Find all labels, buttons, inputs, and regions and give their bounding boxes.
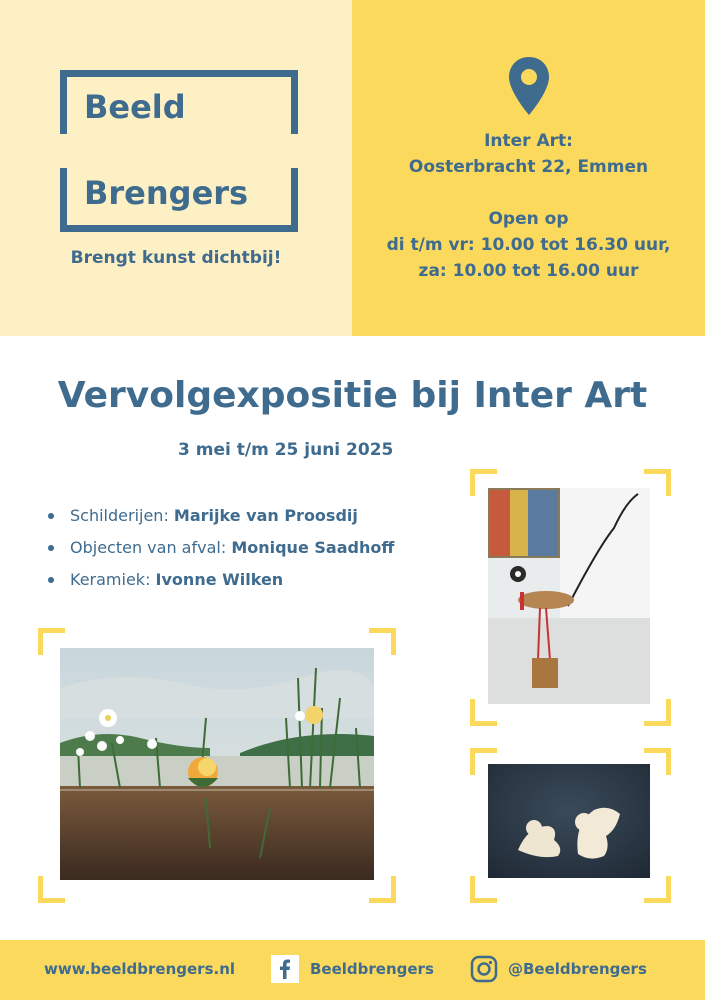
hours-title: Open op xyxy=(488,209,569,229)
bullet xyxy=(48,577,54,583)
frame-corner xyxy=(369,876,396,903)
map-pin-icon xyxy=(508,56,550,116)
opening-hours xyxy=(352,206,705,284)
logo-text-brengers: Brengers xyxy=(84,174,249,212)
instagram-handle[interactable]: @Beeldbrengers xyxy=(508,960,647,978)
painting-image xyxy=(60,648,374,880)
tagline: Brengt kunst dichtbij! xyxy=(70,248,282,268)
bullet xyxy=(48,545,54,551)
logo-text-beeld: Beeld xyxy=(84,88,186,126)
hours-saturday: za: 10.00 tot 16.00 uur xyxy=(418,261,639,281)
list-item xyxy=(46,503,394,535)
frame-corner xyxy=(470,876,497,903)
artist-list xyxy=(46,503,394,599)
facebook-icon[interactable] xyxy=(271,955,299,983)
credit-label: Keramiek: xyxy=(70,570,156,589)
frame-corner xyxy=(644,876,671,903)
bullet xyxy=(48,513,54,519)
artist-name: Monique Saadhoff xyxy=(231,538,395,557)
ceramics-image xyxy=(488,764,650,878)
credit-label: Objecten van afval: xyxy=(70,538,232,557)
credit-label: Schilderijen: xyxy=(70,506,174,525)
venue-street: Oosterbracht 22, Emmen xyxy=(408,157,649,177)
list-item xyxy=(46,567,394,599)
facebook-handle[interactable]: Beeldbrengers xyxy=(310,960,434,978)
website-link[interactable]: www.beeldbrengers.nl xyxy=(44,960,236,978)
artist-name: Marijke van Proosdij xyxy=(173,506,358,525)
venue-name: Inter Art: xyxy=(484,131,573,151)
artist-name: Ivonne Wilken xyxy=(155,570,284,589)
page-title: Vervolgexpositie bij Inter Art xyxy=(57,375,648,416)
sculpture-image xyxy=(488,488,650,704)
list-item xyxy=(46,535,394,567)
instagram-icon[interactable] xyxy=(470,955,498,983)
venue-address xyxy=(352,128,705,180)
hours-weekdays: di t/m vr: 10.00 tot 16.30 uur, xyxy=(386,235,671,255)
frame-corner xyxy=(38,876,65,903)
exhibition-dates: 3 mei t/m 25 juni 2025 xyxy=(178,440,394,460)
